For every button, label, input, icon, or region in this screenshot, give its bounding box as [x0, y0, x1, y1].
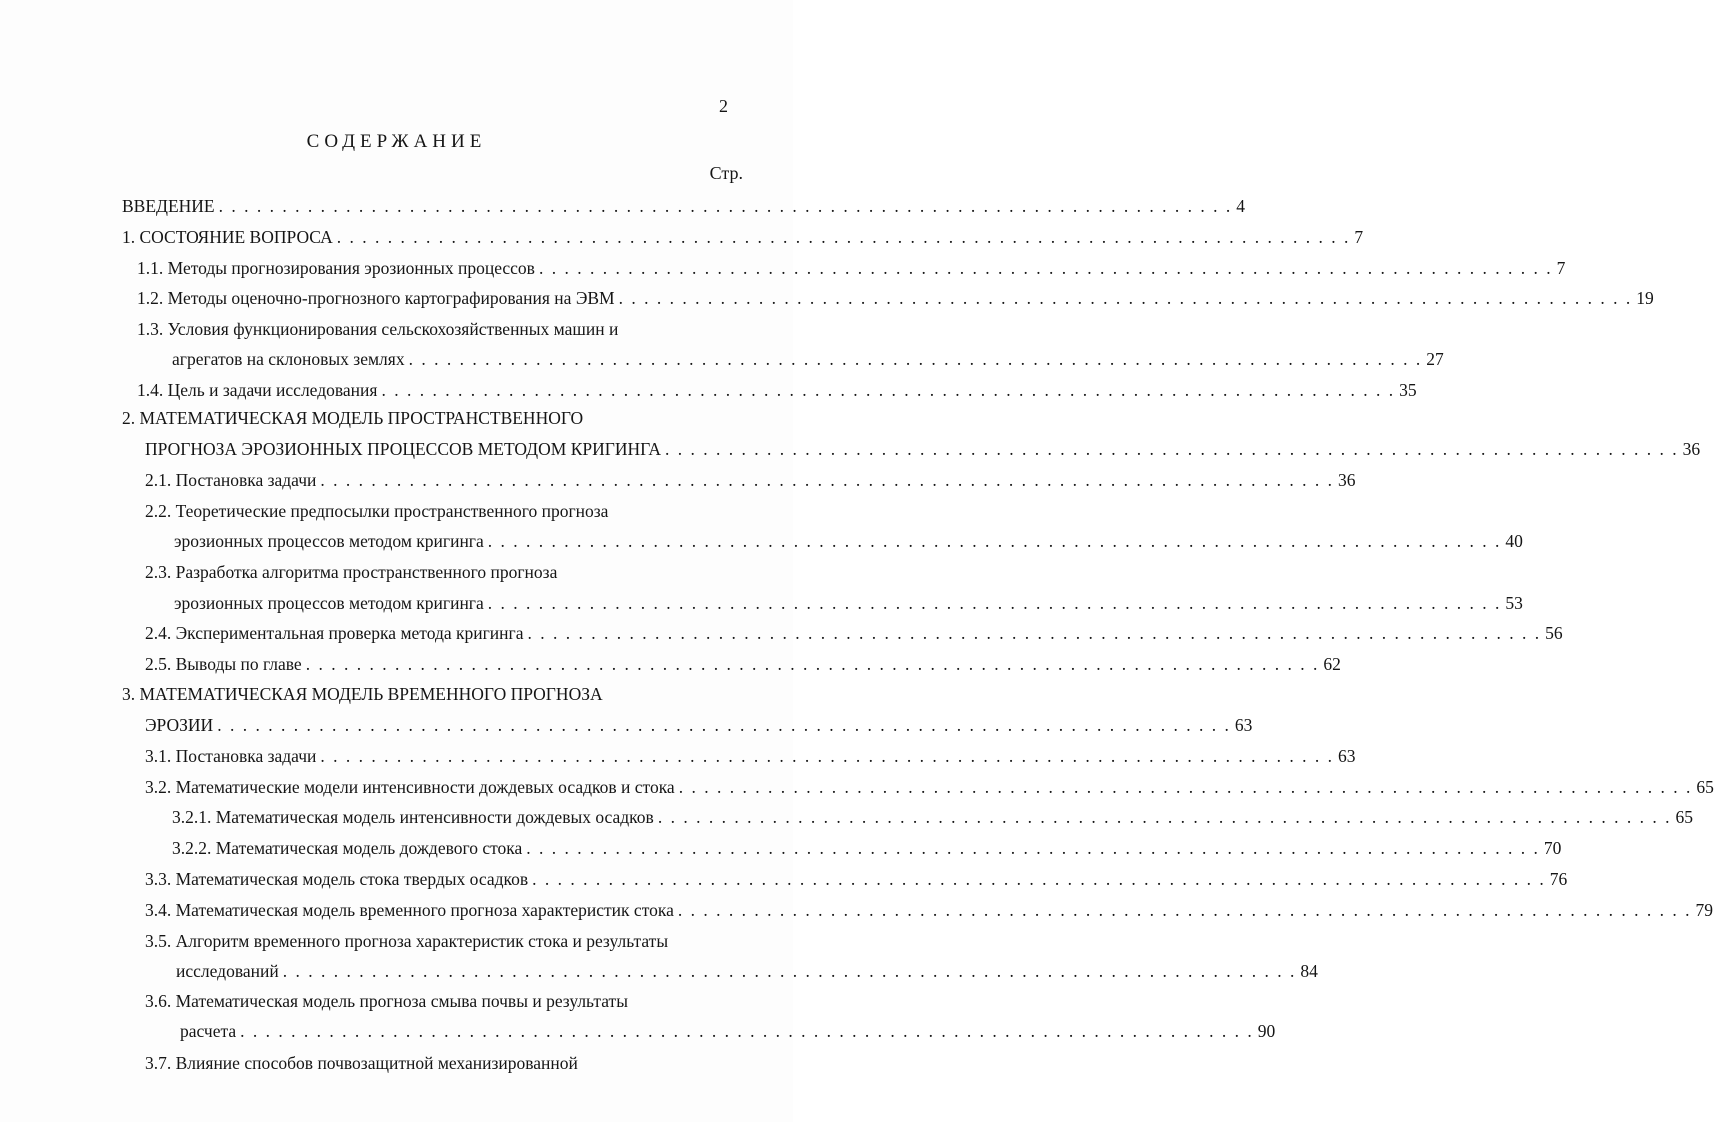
toc-page-number: 19 [1636, 288, 1654, 308]
toc-entry: 2.5. Выводы по главе . . . . . . . . . . . . . . . . . . . . . . . . . . . . . . . . . . . . . . . . . . . . . . . . . . . . . . . . . . . . . . . . . . . . . . . . . . . . . . . . 62 [145, 654, 1341, 674]
toc-page-number: 7 [1556, 258, 1566, 278]
toc-entry: 1.4. Цель и задачи исследования . . . . . . . . . . . . . . . . . . . . . . . . . . . . . . . . . . . . . . . . . . . . . . . . . . . . . . . . . . . . . . . . . . . . . . . . . . . . . . . . 35 [137, 380, 1417, 400]
toc-entry: 3.2.2. Математическая модель дождевого стока . . . . . . . . . . . . . . . . . . . . . . . . . . . . . . . . . . . . . . . . . . . . . . . . . . . . . . . . . . . . . . . . . . . . . . . . . . . . . . . . 70 [172, 838, 1562, 858]
toc-page-number: 4 [1236, 196, 1246, 216]
toc-entry: 3.3. Математическая модель стока твердых осадков . . . . . . . . . . . . . . . . . . . . . . . . . . . . . . . . . . . . . . . . . . . . . . . . . . . . . . . . . . . . . . . . . . . . . . . . . . . . . . . . 76 [145, 869, 1568, 889]
toc-page-number: 84 [1300, 961, 1318, 981]
toc-entry: 2. МАТЕМАТИЧЕСКАЯ МОДЕЛЬ ПРОСТРАНСТВЕННОГО [122, 408, 584, 428]
toc-entry: ПРОГНОЗА ЭРОЗИОННЫХ ПРОЦЕССОВ МЕТОДОМ КРИГИНГА . . . . . . . . . . . . . . . . . . . . . . . . . . . . . . . . . . . . . . . . . . . . . . . . . . . . . . . . . . . . . . . . . . . . . . . . . . . . . . . . 36 [145, 439, 1701, 459]
toc-page-number: 65 [1696, 777, 1714, 797]
toc-entry: 3.7. Влияние способов почвозащитной механизированной [145, 1053, 578, 1073]
toc-entry: 1.2. Методы оценочно-прогнозного картографирования на ЭВМ . . . . . . . . . . . . . . . . . . . . . . . . . . . . . . . . . . . . . . . . . . . . . . . . . . . . . . . . . . . . . . . . . . . . . . . . . . . . . . . . 19 [137, 288, 1654, 308]
toc-entry: 3.6. Математическая модель прогноза смыва почвы и результаты [145, 991, 628, 1011]
toc-page-number: 65 [1675, 807, 1693, 827]
toc-entry: 3.2.1. Математическая модель интенсивности дождевых осадков . . . . . . . . . . . . . . . . . . . . . . . . . . . . . . . . . . . . . . . . . . . . . . . . . . . . . . . . . . . . . . . . . . . . . . . . . . . . . . . . 65 [172, 807, 1693, 827]
toc-page-number: 40 [1505, 531, 1523, 551]
toc-entry: эрозионных процессов методом кригинга . . . . . . . . . . . . . . . . . . . . . . . . . . . . . . . . . . . . . . . . . . . . . . . . . . . . . . . . . . . . . . . . . . . . . . . . . . . . . . . . 40 [174, 531, 1523, 551]
toc-entry: 1. СОСТОЯНИЕ ВОПРОСА . . . . . . . . . . . . . . . . . . . . . . . . . . . . . . . . . . . . . . . . . . . . . . . . . . . . . . . . . . . . . . . . . . . . . . . . . . . . . . . . 7 [122, 227, 1364, 247]
toc-page-number: 62 [1323, 654, 1341, 674]
toc-entry: 3. МАТЕМАТИЧЕСКАЯ МОДЕЛЬ ВРЕМЕННОГО ПРОГНОЗА [122, 684, 603, 704]
toc-entry: агрегатов на склоновых землях . . . . . . . . . . . . . . . . . . . . . . . . . . . . . . . . . . . . . . . . . . . . . . . . . . . . . . . . . . . . . . . . . . . . . . . . . . . . . . . . 27 [172, 349, 1444, 369]
toc-page-number: 70 [1543, 838, 1562, 858]
toc-entry: 3.1. Постановка задачи . . . . . . . . . . . . . . . . . . . . . . . . . . . . . . . . . . . . . . . . . . . . . . . . . . . . . . . . . . . . . . . . . . . . . . . . . . . . . . . . 63 [145, 746, 1356, 766]
toc-entry: исследований . . . . . . . . . . . . . . . . . . . . . . . . . . . . . . . . . . . . . . . . . . . . . . . . . . . . . . . . . . . . . . . . . . . . . . . . . . . . . . . . 84 [176, 961, 1318, 981]
toc-page-number: 56 [1545, 623, 1563, 643]
toc-entry: ЭРОЗИИ . . . . . . . . . . . . . . . . . . . . . . . . . . . . . . . . . . . . . . . . . . . . . . . . . . . . . . . . . . . . . . . . . . . . . . . . . . . . . . . . 63 [145, 715, 1253, 735]
page-column-label: Стр. [709, 163, 743, 183]
toc-entry: 3.5. Алгоритм временного прогноза характеристик стока и результаты [145, 931, 669, 951]
toc-page-number: 7 [1354, 227, 1364, 247]
toc-entry: 3.2. Математические модели интенсивности дождевых осадков и стока . . . . . . . . . . . . . . . . . . . . . . . . . . . . . . . . . . . . . . . . . . . . . . . . . . . . . . . . . . . . . . . . . . . . . . . . . . . . . . . . 65 [145, 777, 1714, 797]
toc-page-number: 53 [1505, 593, 1523, 613]
toc-page-number: 35 [1399, 380, 1417, 400]
toc-page-number: 63 [1338, 746, 1356, 766]
toc-page-number: 27 [1426, 349, 1444, 369]
toc-entry: 1.3. Условия функционирования сельскохозяйственных машин и [137, 319, 619, 339]
toc-entry: 1.1. Методы прогнозирования эрозионных процессов . . . . . . . . . . . . . . . . . . . . . . . . . . . . . . . . . . . . . . . . . . . . . . . . . . . . . . . . . . . . . . . . . . . . . . . . . . . . . . . . 7 [137, 258, 1566, 278]
toc-entry: эрозионных процессов методом кригинга . . . . . . . . . . . . . . . . . . . . . . . . . . . . . . . . . . . . . . . . . . . . . . . . . . . . . . . . . . . . . . . . . . . . . . . . . . . . . . . . 53 [174, 593, 1523, 613]
toc-page-number: 90 [1257, 1021, 1276, 1041]
toc-page-number: 36 [1682, 439, 1701, 459]
toc-page-number: 76 [1549, 869, 1568, 889]
toc-page-number: 36 [1338, 470, 1356, 490]
toc-entry: 2.4. Экспериментальная проверка метода кригинга . . . . . . . . . . . . . . . . . . . . . . . . . . . . . . . . . . . . . . . . . . . . . . . . . . . . . . . . . . . . . . . . . . . . . . . . . . . . . . . . 56 [145, 623, 1563, 643]
toc-entry: 2.3. Разработка алгоритма пространственного прогноза [145, 562, 558, 582]
toc-entry: 3.4. Математическая модель временного прогноза характеристик стока . . . . . . . . . . . . . . . . . . . . . . . . . . . . . . . . . . . . . . . . . . . . . . . . . . . . . . . . . . . . . . . . . . . . . . . . . . . . . . . . 79 [145, 900, 1713, 920]
toc-entry: ВВЕДЕНИЕ . . . . . . . . . . . . . . . . . . . . . . . . . . . . . . . . . . . . . . . . . . . . . . . . . . . . . . . . . . . . . . . . . . . . . . . . . . . . . . . . 4 [122, 196, 1246, 216]
page-number: 2 [719, 96, 728, 116]
toc-page-number: 63 [1234, 715, 1253, 735]
toc-page-number: 79 [1695, 900, 1713, 920]
page-title: СОДЕРЖАНИЕ [306, 131, 487, 152]
toc-entry: расчета . . . . . . . . . . . . . . . . . . . . . . . . . . . . . . . . . . . . . . . . . . . . . . . . . . . . . . . . . . . . . . . . . . . . . . . . . . . . . . . . 90 [180, 1021, 1276, 1041]
toc-entry: 2.2. Теоретические предпосылки пространственного прогноза [145, 501, 609, 521]
toc-entry: 2.1. Постановка задачи . . . . . . . . . . . . . . . . . . . . . . . . . . . . . . . . . . . . . . . . . . . . . . . . . . . . . . . . . . . . . . . . . . . . . . . . . . . . . . . . 36 [145, 470, 1356, 490]
